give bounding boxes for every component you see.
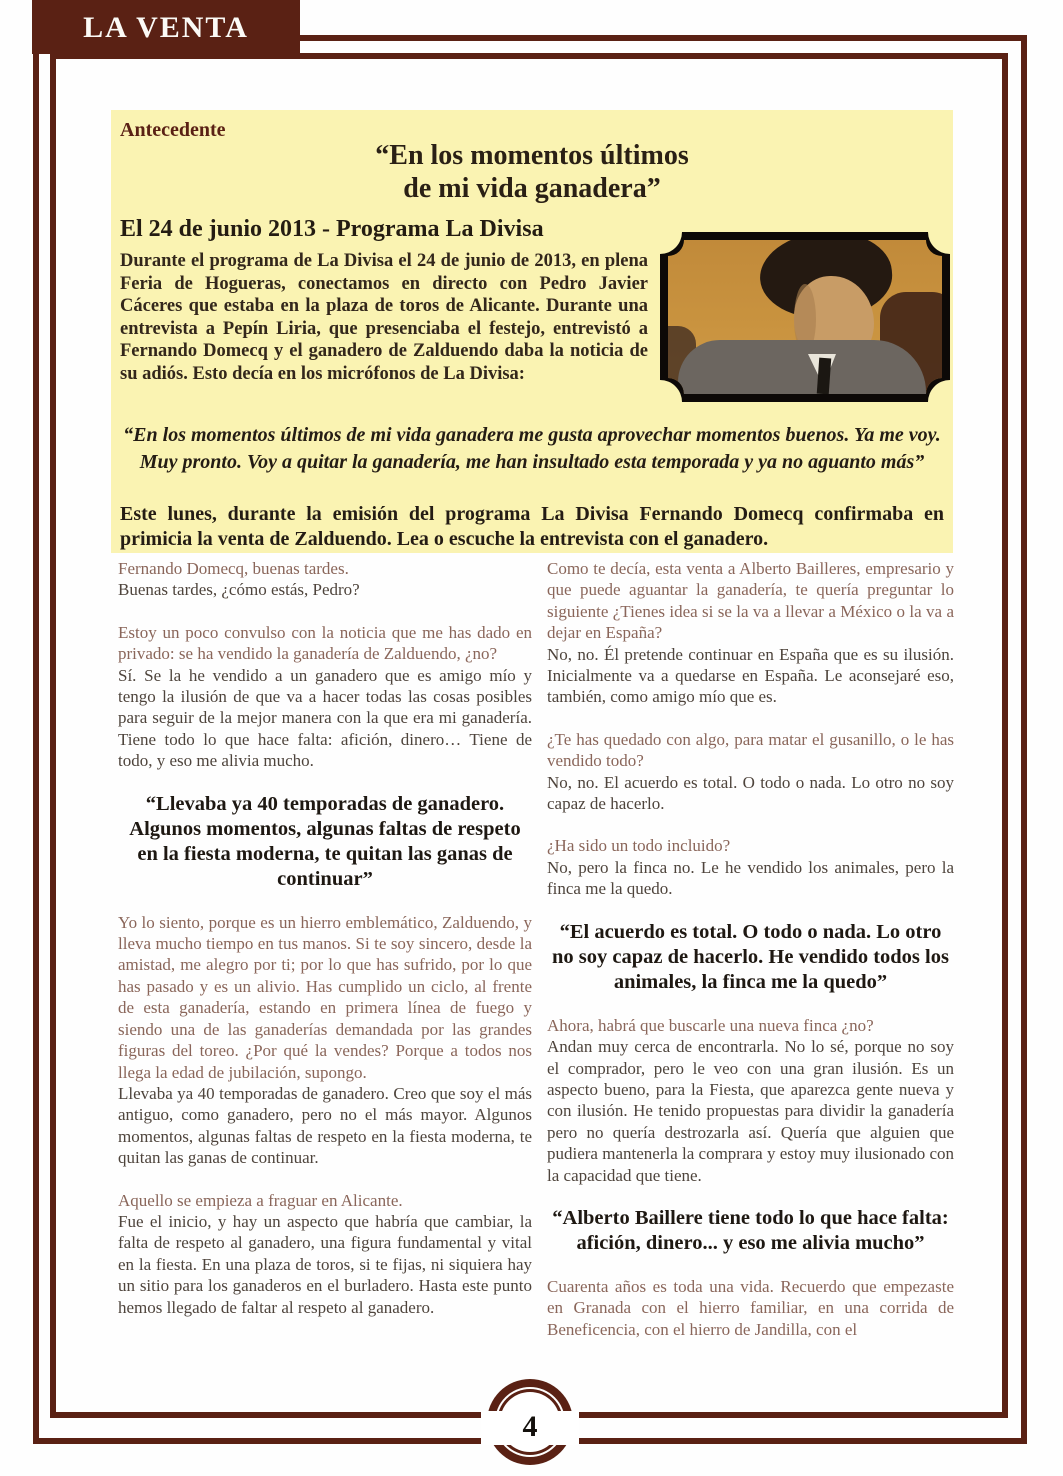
interview-column-left — [118, 558, 532, 1318]
kicker-label: Antecedente — [120, 119, 226, 141]
intro-title-line1: “En los momentos últimos — [375, 140, 689, 171]
intro-subheading: El 24 de junio 2013 - Programa La Divisa — [120, 216, 544, 242]
interview-question: Ahora, habrá que buscarle una nueva finca ¿no? — [547, 1015, 874, 1035]
interview-pull-quote: “El acuerdo es total. O todo o nada. Lo otro no soy capaz de hacerlo. He vendido todos los animales, la finca me la quedo” — [552, 920, 949, 993]
interview-question: Yo lo siento, porque es un hierro emblemático, Zalduendo, y lleva mucho tiempo en tus manos. Si te soy sincero, desde la amistad, me alegro por ti; por lo que has sufrido, por lo que has pasado y es un alivio. Has cumplido un ciclo, al frente de esta ganadería, estando en primera línea de fuego y siendo una de las ganaderías demandada por las grandes figuras del toreo. ¿Por qué la vendes? Porque a todos nos llega la edad de jubilación, supongo. — [118, 912, 532, 1082]
intro-highlight-box — [111, 110, 953, 553]
interview-question: ¿Ha sido un todo incluido? — [547, 836, 731, 856]
interview-question: Cuarenta años es toda una vida. Recuerdo que empezaste en Granada con el hierro familiar, en una corrida de Beneficencia, con el hierro de Jandilla, con el — [547, 1276, 954, 1339]
fernando-domecq-portrait — [668, 240, 942, 394]
interview-answer: No, no. El acuerdo es total. O todo o nada. Lo otro no soy capaz de hacerlo. — [547, 772, 954, 814]
intro-title — [111, 139, 953, 205]
interview-column-right — [547, 558, 954, 1340]
interview-pull-quote: “Llevaba ya 40 temporadas de ganadero. Algunos momentos, algunas faltas de respeto en la fiesta moderna, te quitan las ganas de continuar” — [129, 792, 521, 890]
interview-answer: No, no. Él pretende continuar en España que es su ilusión. Inicialmente va a quedarse en España. Le aconsejaré eso, también, como amigo mío que es. — [547, 644, 954, 707]
intro-title-line2: de mi vida ganadera” — [403, 173, 661, 204]
interview-question: Estoy un poco convulso con la noticia que me has dado en privado: se ha vendido la ganadería de Zalduendo, ¿no? — [118, 622, 532, 664]
interview-answer: Fue el inicio, y hay un aspecto que habría que cambiar, la falta de respeto al ganadero, una figura fundamental y vital en la fiesta. En una plaza de toros, si te fijas, ni siquiera hay un sitio para los ganaderos en el burladero. Hasta este punto hemos llegado de faltar al respeto al ganadero. — [118, 1211, 532, 1317]
intro-pull-quote: “En los momentos últimos de mi vida ganadera me gusta aprovechar momentos buenos. Ya me voy. Muy pronto. Voy a quitar la ganadería, me han insultado esta temporada y ya no aguanto más” — [123, 424, 941, 473]
photo-suit-shape — [678, 340, 926, 394]
interview-answer: Andan muy cerca de encontrarla. No lo sé, porque no soy el comprador, pero le veo con una gran ilusión. Es un aspecto bueno, para la Fiesta, que aparezca gente nueva y con ilusión. He tenido propuestas para dividir la ganadería pero no quería destrozarla así. Quería que alguien que pudiera mantenerla la comprara y estoy muy ilusionado con la capacidad que tiene. — [547, 1037, 954, 1185]
masthead-section-title: LA VENTA — [32, 0, 300, 54]
interview-question: Aquello se empieza a fraguar en Alicante. — [118, 1190, 403, 1210]
interview-answer: Llevaba ya 40 temporadas de ganadero. Creo que soy el más antiguo, como ganadero, pero no el más mayor. Algunos momentos, algunas faltas de respeto en la fiesta moderna, te quitan las ganas de continuar. — [118, 1083, 532, 1168]
page-number: 4 — [522, 1410, 538, 1443]
portrait-photo-frame — [660, 232, 950, 402]
interview-question: ¿Te has quedado con algo, para matar el gusanillo, o le has vendido todo? — [547, 729, 954, 771]
intro-lead-paragraph: Durante el programa de La Divisa el 24 de junio de 2013, en plena Feria de Hogueras, conectamos en directo con Pedro Javier Cáceres que estaba en la plaza de toros de Alicante. Durante una entrevista a Pepín Liria, que presenciaba el festejo, entrevistó a Fernando Domecq y el ganadero de Zalduendo daba la noticia de su adiós. Esto decía en los micrófonos de La Divisa: — [120, 251, 648, 384]
photo-tie-shape — [817, 358, 831, 394]
intro-closing-paragraph: Este lunes, durante la emisión del programa La Divisa Fernando Domecq confirmaba en primicia la venta de Zalduendo. Lea o escuche la entrevista con el ganadero. — [120, 503, 944, 550]
interview-pull-quote: “Alberto Baillere tiene todo lo que hace falta: afición, dinero... y eso me alivia mucho” — [552, 1206, 949, 1254]
interview-answer: Sí. Se la he vendido a un ganadero que es amigo mío y tengo la ilusión de que va a hacer todas las cosas posibles para seguir de la mejor manera con la que era mi ganadería. Tiene todo lo que hace falta: afición, dinero… Tiene de todo, y eso me alivia mucho. — [118, 665, 532, 771]
interview-answer: Buenas tardes, ¿cómo estás, Pedro? — [118, 580, 360, 600]
interview-answer: No, pero la finca no. Le he vendido los animales, pero la finca me la quedo. — [547, 857, 954, 899]
interview-question: Fernando Domecq, buenas tardes. — [118, 559, 349, 578]
interview-question: Como te decía, esta venta a Alberto Bailleres, empresario y que puede aguantar la ganadería, te quería preguntar lo siguiente ¿Tienes idea si se la va a llevar a México o la va a dejar en España? — [547, 559, 954, 643]
